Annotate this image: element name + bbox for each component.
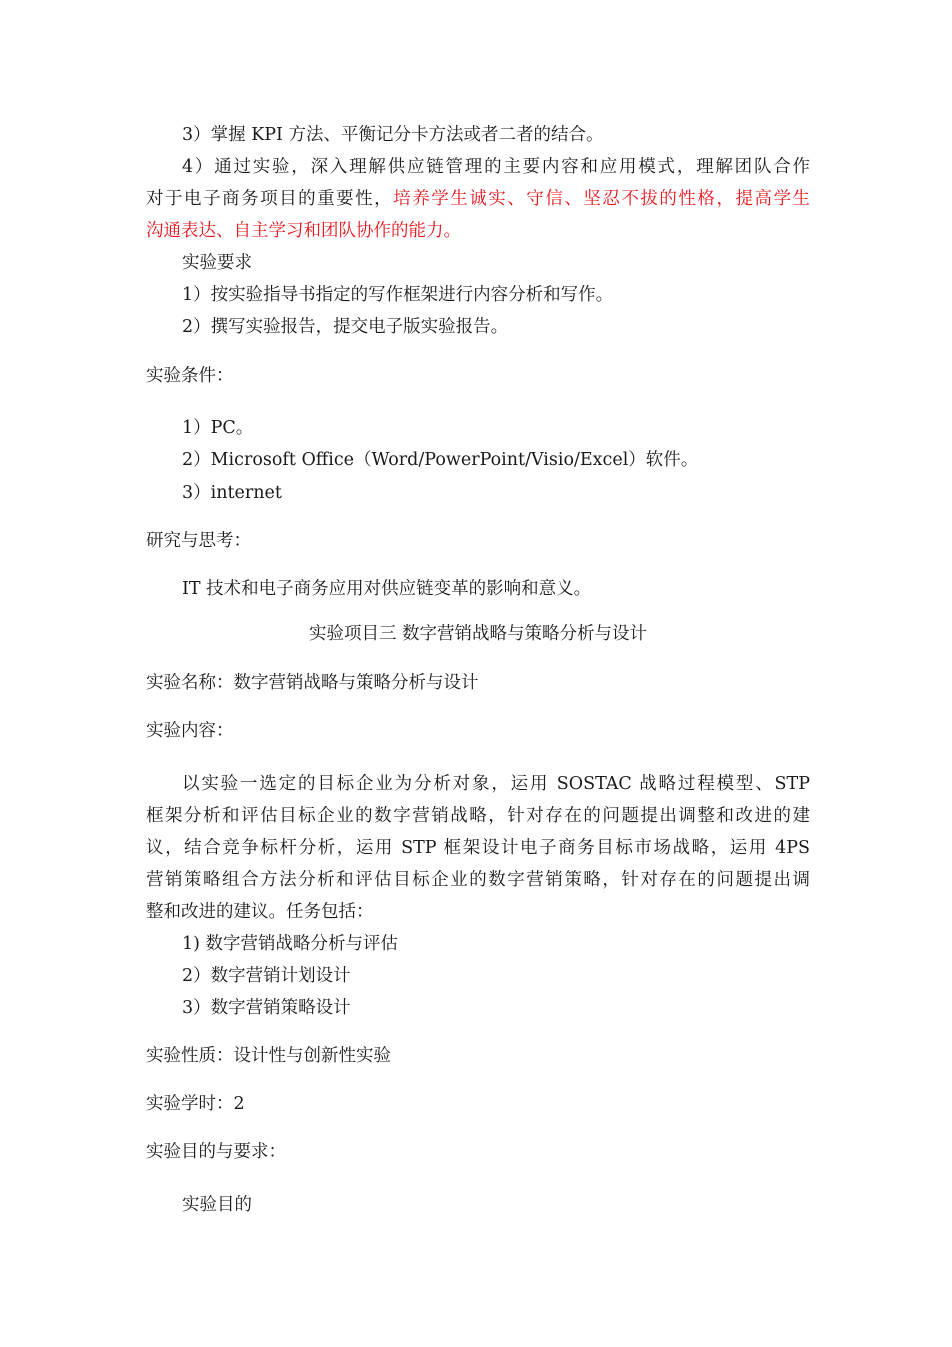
purpose-subheading: 实验目的: [182, 1195, 252, 1215]
requirements-heading: 实验要求: [182, 253, 252, 273]
content-paragraph-line-3: 议，结合竞争标杆分析，运用 STP 框架设计电子商务目标市场战略，运用 4PS: [146, 838, 810, 858]
objective-item-4-cont: [146, 187, 810, 211]
highlighted-objective-text: 培养学生诚实、守信、坚忍不拔的性格，提高学生: [393, 189, 811, 209]
content-paragraph-line-1: 以实验一选定的目标企业为分析对象，运用 SOSTAC 战略过程模型、STP: [182, 774, 810, 794]
experiment-nature: 实验性质：设计性与创新性实验: [146, 1046, 391, 1066]
requirement-item-2: 2）撰写实验报告，提交电子版实验报告。: [182, 317, 509, 337]
requirement-item-1: 1）按实验指导书指定的写作框架进行内容分析和写作。: [182, 285, 614, 305]
task-item-3: 3）数字营销策略设计: [182, 998, 351, 1018]
task-item-2: 2）数字营销计划设计: [182, 966, 351, 986]
project-title: 实验项目三 数字营销战略与策略分析与设计: [308, 624, 648, 644]
purpose-heading: 实验目的与要求：: [146, 1142, 286, 1162]
content-paragraph-line-5: 整和改进的建议。任务包括：: [146, 902, 374, 922]
content-heading: 实验内容：: [146, 721, 234, 741]
condition-item-1: 1）PC。: [182, 418, 254, 438]
condition-item-3: 3）internet: [182, 483, 282, 503]
objective-item-4: 4）通过实验，深入理解供应链管理的主要内容和应用模式，理解团队合作: [182, 157, 810, 177]
conditions-heading: 实验条件：: [146, 366, 234, 386]
research-text: IT 技术和电子商务应用对供应链变革的影响和意义。: [182, 579, 592, 599]
content-paragraph-line-4: 营销策略组合方法分析和评估目标企业的数字营销策略，针对存在的问题提出调: [146, 870, 810, 890]
condition-item-2: 2）Microsoft Office（Word/PowerPoint/Visio/Excel）软件。: [182, 450, 699, 470]
objective-text: 对于电子商务项目的重要性，: [146, 189, 394, 209]
experiment-hours: 实验学时：2: [146, 1094, 245, 1114]
experiment-name: 实验名称：数字营销战略与策略分析与设计: [146, 673, 479, 693]
task-item-1: 1) 数字营销战略分析与评估: [182, 934, 399, 954]
objective-item-3: 3）掌握 KPI 方法、平衡记分卡方法或者二者的结合。: [182, 125, 604, 145]
highlighted-objective-text-end: 沟通表达、自主学习和团队协作的能力。: [146, 221, 461, 241]
research-heading: 研究与思考：: [146, 531, 251, 551]
content-paragraph-line-2: 框架分析和评估目标企业的数字营销战略，针对存在的问题提出调整和改进的建: [146, 806, 810, 826]
